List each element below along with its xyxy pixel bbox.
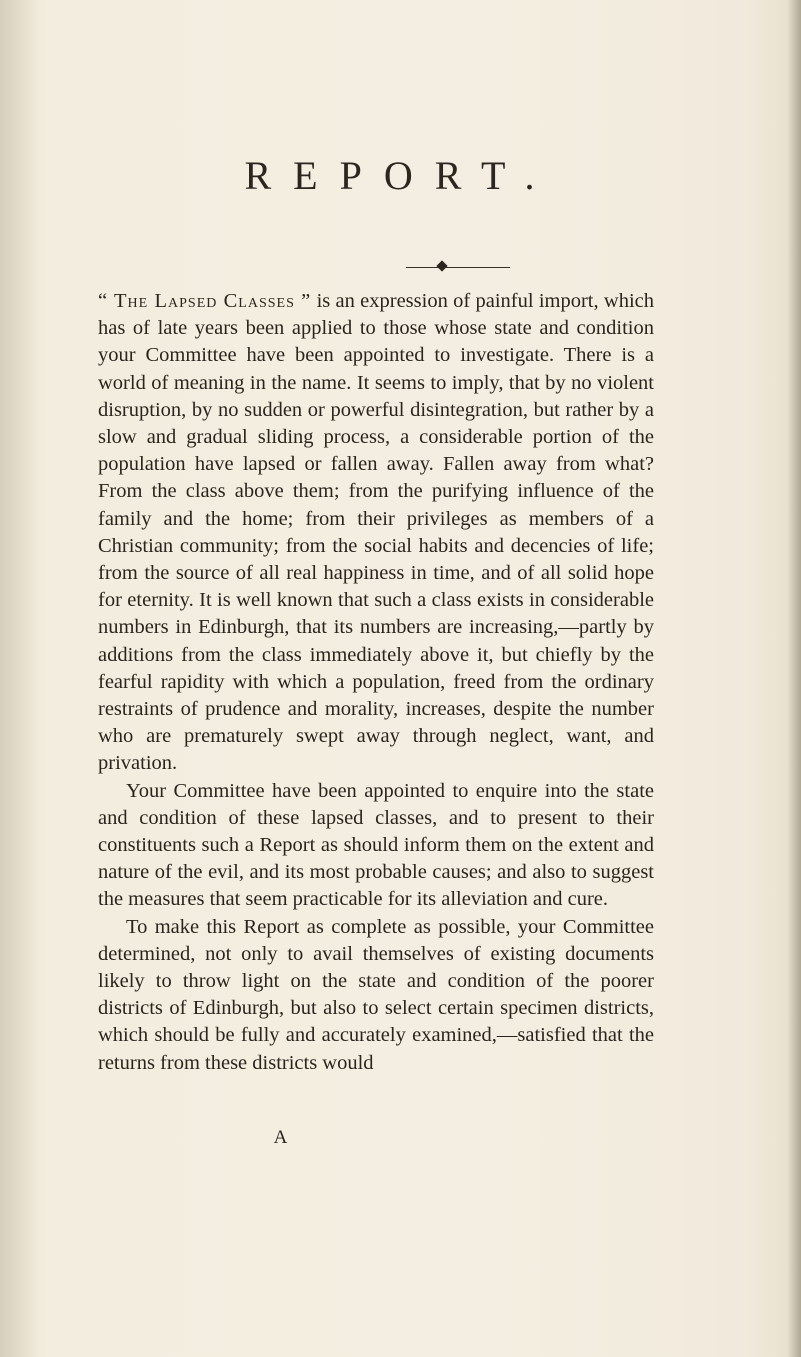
lapsed-classes-phrase: “ The Lapsed Classes ” [98,290,312,312]
binding-shadow [0,0,40,1357]
signature-mark [0,1127,801,1149]
signature-letter: A [273,1127,288,1148]
ornamental-rule [406,267,510,268]
paragraph-1 [98,288,654,778]
report-heading: REPORT. [244,153,557,198]
paragraph-3: To make this Report as complete as possible, your Committee determined, not only to avail themselves of existing documents likely to throw light on the state and condition of the poorer districts of Edinburgh, but also to select certain specimen districts, which should be fully and accurately examined,—satisfied that the returns from these districts would [98,915,654,1074]
page-edge-shadow [787,0,801,1357]
paragraph-1-rest: is an expression of painful import, which has of late years been applied to those whose state and condition your Committee have been appointed to investigate. There is a world of meaning in the name. It seems to imply, that by no violent disruption, by no sudden or powerful disintegration, but rather by a slow and gradual sliding process, a considerable portion of the population have lapsed or fallen away. Fallen away from what? From the class above them; from the purifying influence of the family and the home; from their privileges as members of a Christian community; from the social habits and decencies of life; from the source of all real happiness in time, and of all solid hope for eternity. It is well known that such a class exists in considerable numbers in Edinburgh, that its numbers are increasing,—partly by additions from the class immediately above it, but chiefly by the fearful rapidity with which a population, freed from the ordinary restraints of prudence and morality, increases, despite the number who are prematurely swept away through neglect, want, and privation. [98,290,655,775]
body-text [98,288,654,1077]
paragraph-2: Your Committee have been appointed to enquire into the state and condition of these lapsed classes, and to present to their constituents such a Report as should inform them on the extent and nature of the evil, and its most probable causes; and also to suggest the measures that seem practicable for its alleviation and cure. [98,779,654,911]
